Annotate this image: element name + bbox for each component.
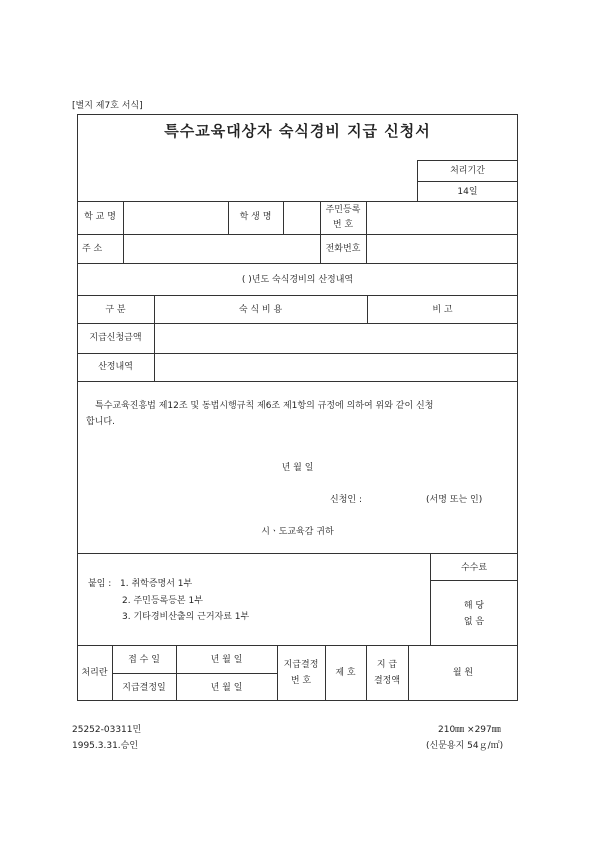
table-header-category: 구 분 [105,305,126,315]
resident-number-label-1: 주민등록 [325,205,361,215]
decision-amount-label-2: 결정액 [373,676,401,686]
paper-size: 210㎜ ×297㎜ [438,725,501,735]
section-header: ( )년도 숙식경비의 산정내역 [241,275,354,285]
decision-number-value: 제 호 [335,668,356,678]
decision-number-label-1: 지급결정 [283,660,319,670]
fee-value-2: 없 음 [463,617,485,627]
processing-section-label: 처리란 [81,668,108,678]
decision-amount-value: 월 원 [452,668,474,678]
page-title: 특수교육대상자 숙식경비 지급 신청서 [164,122,431,140]
statement-line-2: 합니다. [86,417,115,427]
resident-number-field[interactable] [367,202,517,233]
decision-date-value: 년 월 일 [210,683,243,693]
requested-amount-field[interactable] [155,324,517,352]
paper-spec: (신문용지 54ｇ/㎡) [426,741,504,751]
school-name-label: 학 교 명 [84,212,116,222]
phone-label: 전화번호 [325,244,361,254]
calculation-details-field[interactable] [155,354,517,380]
table-header-cost: 숙 식 비 용 [238,305,283,315]
applicant-label: 신청인 : [330,495,362,505]
student-name-label: 학 생 명 [239,212,272,222]
student-name-field[interactable] [284,202,319,233]
decision-amount-label-1: 지 급 [376,660,398,670]
calculation-details-label: 산정내역 [98,362,133,372]
processing-period-value: 14일 [457,187,478,197]
school-name-field[interactable] [124,202,227,233]
receipt-date-label: 접 수 일 [128,655,160,665]
approval-date: 1995.3.31.승인 [72,741,139,751]
signature-note: (서명 또는 인) [426,495,483,505]
recipient: 시ㆍ도교육감 귀하 [261,527,334,537]
phone-field[interactable] [367,235,517,262]
attachments-prefix: 붙임 : [88,579,112,589]
attachment-item-3: 3. 기타경비산출의 근거자료 1부 [122,612,250,622]
attachment-item-2: 2. 주민등록등본 1부 [122,596,203,606]
form-code: 25252-03311민 [72,725,142,735]
decision-date-label: 지급결정일 [122,683,166,693]
fee-label: 수수료 [460,563,488,573]
address-field[interactable] [124,235,319,262]
fee-value-1: 해 당 [463,601,485,611]
attachment-item-1: 1. 취학증명서 1부 [120,579,193,589]
resident-number-label-2: 번 호 [332,220,354,230]
form-label: [별지 제7호 서식] [72,101,143,111]
statement-line-1: 특수교육진흥법 제12조 및 동법시행규칙 제6조 제1항의 규정에 의하여 위와 같이 신청 [95,401,434,411]
requested-amount-label: 지급신청금액 [89,333,142,343]
decision-number-label-2: 번 호 [290,676,312,686]
table-header-remarks: 비 고 [432,305,453,315]
processing-period-label: 처리기간 [450,166,485,176]
application-date: 년 월 일 [281,463,314,473]
address-label: 주 소 [82,244,103,254]
receipt-date-value: 년 월 일 [210,655,243,665]
